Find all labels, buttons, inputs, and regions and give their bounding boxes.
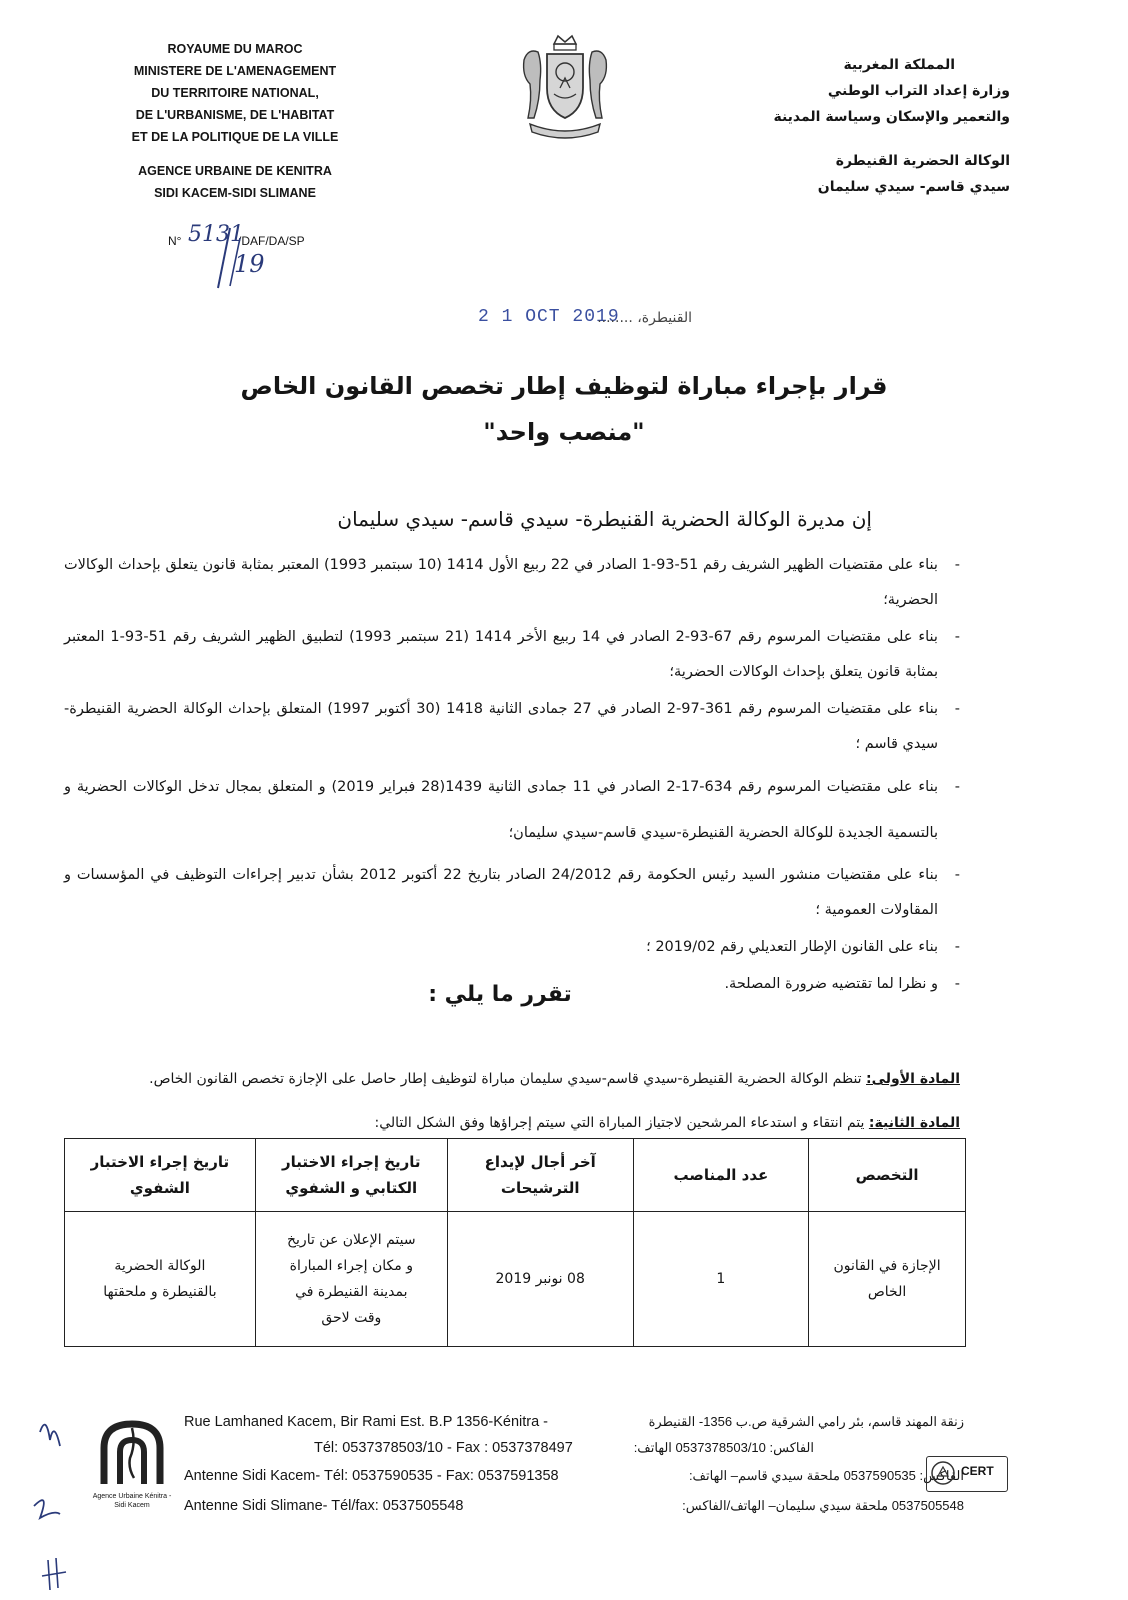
header-ar [770, 52, 1010, 200]
header-ar-line: المملكة المغربية [843, 57, 955, 73]
footer-kacem-ar: الفاكس: 0537590535 ملحقة سيدي قاسم– الهاتف: [688, 1468, 964, 1483]
consideration-item: - بناء على مقتضيات المرسوم رقم 361-97-2 الصادر في 27 جمادى الثانية 1418 (30 أكتوبر 1997) المتعلق بإحداث الوكالة الحضرية القنيطرة-سيدي قاسم ؛ [64, 692, 966, 762]
article-1-label: المادة الأولى: [866, 1071, 960, 1087]
date-stamp: 2 1 OCT 2019 [478, 307, 620, 327]
consideration-item: - بناء على مقتضيات المرسوم رقم 634-17-2 الصادر في 11 جمادى الثانية 1439(28 فبراير 2019) و المتعلق بمجال تدخل الوكالات الحضرية و بالتسمية الجديدة للوكالة الحضرية القنيطرة-سيدي قاسم-سيدي سليمان؛ [64, 764, 966, 856]
agency-logo [92, 1418, 172, 1514]
article-2-label: المادة الثانية: [868, 1115, 960, 1131]
table-cell: 1 [633, 1212, 808, 1347]
considerations-list [64, 548, 966, 1004]
table-header-row [65, 1139, 966, 1212]
reference-number [168, 224, 368, 294]
agency-ar-line: سيدي قاسم- سيدي سليمان [817, 179, 1010, 195]
article-1-text: تنظم الوكالة الحضرية القنيطرة-سيدي قاسم-سيدي سليمان مباراة لتوظيف إطار حاصل على الإجازة تخصص القانون الخاص. [149, 1071, 867, 1087]
agency-ar-line: الوكالة الحضرية القنيطرة [835, 153, 1010, 169]
header-fr-line: ET DE LA POLITIQUE DE LA VILLE [131, 130, 339, 144]
footer-tel-ar: الفاكس: 0537378503/10 الهاتف: [633, 1440, 814, 1455]
ref-year: 19 [234, 250, 265, 278]
table-header: آخر أجال لإيداع الترشيحات [447, 1139, 633, 1212]
ref-prefix: N° [168, 234, 182, 248]
footer-kacem-fr: Antenne Sidi Kacem- Tél: 0537590535 - Fax: 0537591358 [184, 1468, 559, 1484]
consideration-item: - بناء على القانون الإطار التعديلي رقم 2019/02 ؛ [64, 930, 966, 965]
ref-number: 5131 [188, 222, 244, 247]
footer-contact [184, 1408, 964, 1512]
page-title [160, 364, 968, 456]
date-line [470, 307, 700, 337]
table-header: التخصص [809, 1139, 966, 1212]
agency-fr-line: AGENCE URBAINE DE KENITRA [138, 164, 332, 178]
consideration-item: - بناء على مقتضيات الظهير الشريف رقم 51-93-1 الصادر في 22 ربيع الأول 1414 (10 سبتمبر 1993) المعتبر بمثابة قانون يتعلق بإحداث الوكالات الحضرية؛ [64, 548, 966, 618]
article-2 [60, 1110, 960, 1136]
header-fr-line: MINISTERE DE L'AMENAGEMENT [133, 64, 337, 78]
table-row [65, 1212, 966, 1347]
agency-fr-line: SIDI KACEM-SIDI SLIMANE [154, 186, 316, 200]
footer-slimane-ar: 0537505548 ملحقة سيدي سليمان– الهاتف/الفاكس: [682, 1498, 964, 1513]
table-cell: 08 نونبر 2019 [447, 1212, 633, 1347]
cert-badge [926, 1456, 1008, 1492]
intro-line: إن مديرة الوكالة الحضرية القنيطرة- سيدي قاسم- سيدي سليمان [337, 507, 872, 531]
table-header: تاريخ إجراء الاختبار الشفوي [65, 1139, 256, 1212]
header-fr-line: DE L'URBANISME, DE L'HABITAT [135, 108, 335, 122]
footer-address-fr: Rue Lamhaned Kacem, Bir Rami Est. B.P 1356-Kénitra - [184, 1414, 549, 1430]
table-header: عدد المناصب [633, 1139, 808, 1212]
header-ar-line: والتعمير والإسكان وسياسة المدينة [773, 109, 1010, 125]
cert-seal-icon [930, 1460, 956, 1486]
table-cell: الإجازة في القانون الخاص [809, 1212, 966, 1347]
article-1 [60, 1066, 960, 1092]
title-line-1: قرار بإجراء مباراة لتوظيف إطار تخصص القانون الخاص [240, 372, 888, 400]
footer-tel-fr: Tél: 0537378503/10 - Fax : 0537378497 [314, 1440, 573, 1456]
logo-text: Agence Urbaine Kénitra - Sidi Kacem [92, 1493, 172, 1509]
coat-of-arms-emblem [510, 30, 620, 140]
ref-slash-mark [208, 224, 248, 294]
consideration-item: - و نظرا لما تقتضيه ضرورة المصلحة. [64, 967, 966, 1002]
date-city: القنيطرة، ........ [597, 310, 692, 326]
table-cell: سيتم الإعلان عن تاريخ و مكان إجراء المباراة بمدينة القنيطرة في وقت لاحق [255, 1212, 447, 1347]
positions-table [64, 1138, 966, 1347]
consideration-item: - بناء على مقتضيات المرسوم رقم 67-93-2 الصادر في 14 ربيع الأخر 1414 (21 سبتمبر 1993) لتطبيق الظهير الشريف رقم 51-93-1 المعتبر بمثابة قانون يتعلق بإحداث الوكالات الحضرية؛ [64, 620, 966, 690]
header-fr-line: DU TERRITOIRE NATIONAL, [151, 86, 319, 100]
cert-label: CERT [961, 1464, 994, 1478]
ref-suffix: /DAF/DA/SP [238, 234, 305, 248]
title-line-2: "منصب واحد" [483, 418, 645, 446]
footer-address-ar: زنقة المهند قاسم، بئر رامي الشرقية ص.ب 1356- القنيطرة [648, 1414, 964, 1429]
header-fr-line: ROYAUME DU MAROC [167, 42, 303, 56]
footer-slimane-fr: Antenne Sidi Slimane- Tél/fax: 0537505548 [184, 1498, 464, 1514]
decision-heading: تقرر ما يلي : [428, 982, 572, 1007]
article-2-text: يتم انتقاء و استدعاء المرشحين لاجتياز المباراة التي سيتم إجراؤها وفق الشكل التالي: [374, 1115, 869, 1131]
header-fr [120, 38, 350, 204]
header-ar-line: وزارة إعداد التراب الوطني [827, 83, 1010, 99]
consideration-item: - بناء على مقتضيات منشور السيد رئيس الحكومة رقم 24/2012 الصادر بتاريخ 22 أكتوبر 2012 بشأن تدبير إجراءات التوظيف في المؤسسات و المقاولات العمومية ؛ [64, 858, 966, 928]
table-header: تاريخ إجراء الاختبار الكتابي و الشفوي [255, 1139, 447, 1212]
table-cell: الوكالة الحضرية بالقنيطرة و ملحقتها [65, 1212, 256, 1347]
handwritten-initials [20, 1410, 80, 1590]
